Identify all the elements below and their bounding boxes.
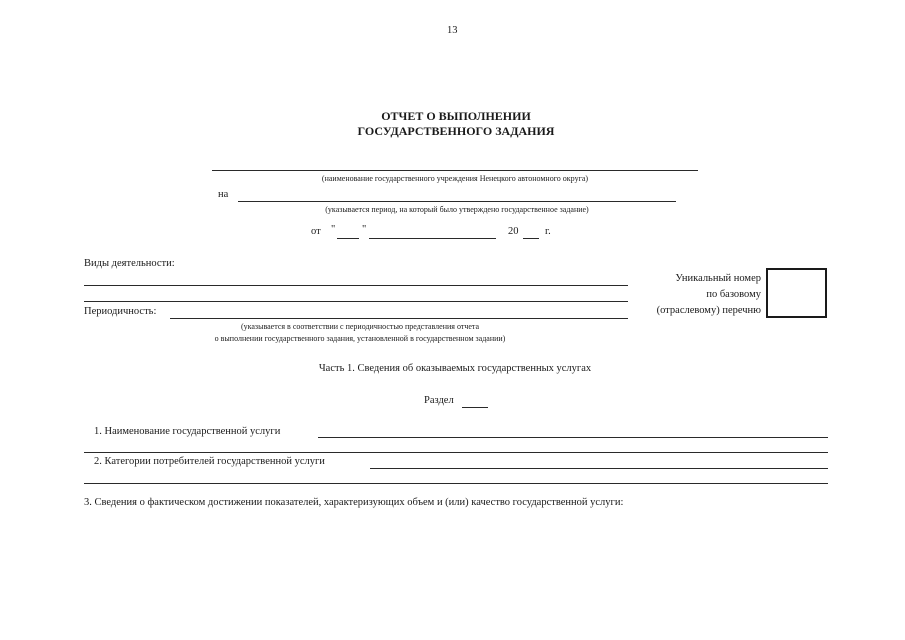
item1-label: 1. Наименование государственной услуги [94, 426, 281, 437]
item1-line[interactable] [318, 437, 828, 438]
activities-line-1[interactable] [84, 285, 628, 286]
unique-number-line-3: (отраслевому) перечню [656, 305, 761, 316]
periodicity-line[interactable] [170, 318, 628, 319]
part1-heading: Часть 1. Сведения об оказываемых государственных услугах [318, 363, 592, 374]
item2-continuation-line[interactable] [84, 483, 828, 484]
date-quote-open: " [331, 224, 336, 235]
period-line[interactable] [238, 201, 676, 202]
periodicity-caption-line-2: о выполнении государственного задания, установленной в государственном задании) [214, 334, 506, 343]
year-field[interactable] [523, 238, 539, 239]
institution-caption: (наименование государственного учреждения Ненецкого автономного округа) [321, 174, 589, 183]
unique-number-line-2: по базовому [706, 289, 761, 300]
year-prefix: 20 [508, 226, 519, 237]
activities-label: Виды деятельности: [84, 258, 175, 269]
item1-continuation-line[interactable] [84, 452, 828, 453]
page-number: 13 [447, 25, 458, 36]
date-quote-close: " [362, 224, 367, 235]
period-caption: (указывается период, на который было утверждено государственное задание) [325, 205, 589, 214]
year-suffix: г. [545, 226, 551, 237]
unique-number-box[interactable] [766, 268, 827, 318]
title-line-1: ОТЧЕТ О ВЫПОЛНЕНИИ [381, 109, 531, 123]
month-field[interactable] [369, 238, 496, 239]
institution-name-line[interactable] [212, 170, 698, 171]
title-line-2: ГОСУДАРСТВЕННОГО ЗАДАНИЯ [357, 124, 555, 138]
periodicity-caption-line-1: (указывается в соответствии с периодичностью представления отчета [240, 322, 480, 331]
unique-number-line-1: Уникальный номер [675, 273, 761, 284]
item2-line[interactable] [370, 468, 828, 469]
activities-line-2[interactable] [84, 301, 628, 302]
day-field[interactable] [337, 238, 359, 239]
item3-label: 3. Сведения о фактическом достижении показателей, характеризующих объем и (или) качество государственной услуги: [84, 497, 624, 508]
date-ot-label: от [311, 226, 321, 237]
item2-label: 2. Категории потребителей государственной услуги [94, 456, 325, 467]
section-number-field[interactable] [462, 407, 488, 408]
periodicity-label: Периодичность: [84, 306, 157, 317]
section-label: Раздел [424, 395, 454, 406]
na-label: на [218, 189, 229, 200]
